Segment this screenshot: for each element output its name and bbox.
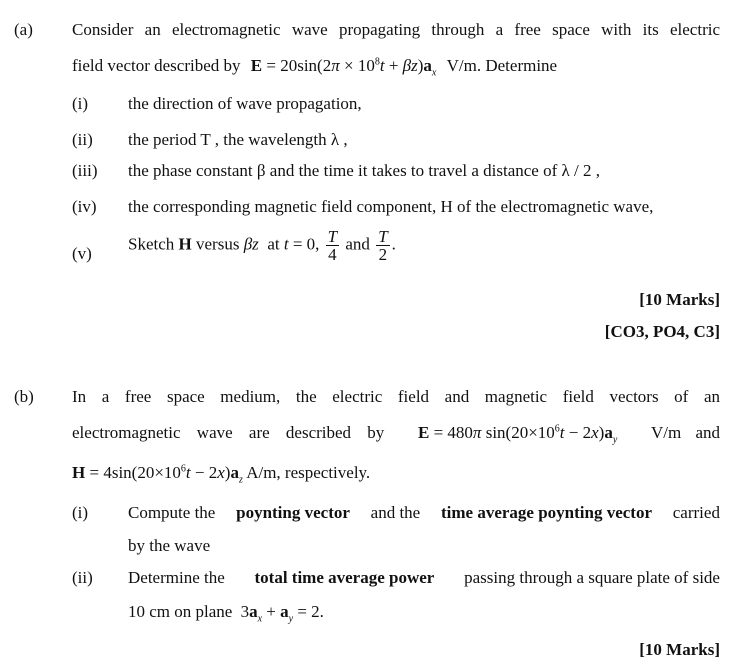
item-b-i-text (128, 503, 720, 523)
item-b-ii-post: passing through a square plate of side (464, 568, 720, 587)
part-b-line2 (72, 423, 720, 446)
part-b-line3 (72, 463, 371, 486)
fraction-t-over-4: $\frac{T}{4}$ (327, 227, 338, 264)
item-a-iii-num: (iii) (72, 161, 98, 180)
item-a-ii-text: the period T , the wavelength λ , (128, 130, 348, 149)
part-b-marks: [10 Marks] (639, 640, 720, 659)
item-a-ii-num: (ii) (72, 130, 93, 149)
part-b-line3-post: A/m, respectively. (246, 463, 371, 482)
item-b-i-mid: and the (370, 503, 421, 522)
item-b-ii-bold1: total time average power (254, 568, 435, 587)
part-a-equation: $E = 20\sin(2\pi \times 10^8t + \beta z)a_x$ (250, 56, 437, 79)
item-a-iv-text: the corresponding magnetic field component, H of the electromagnetic wave, (128, 197, 654, 216)
part-a-marks: [10 Marks] (639, 290, 720, 309)
item-b-ii-plane: $3a_x + a_y = 2$. (240, 602, 324, 625)
fraction-t-over-2: $\frac{T}{2}$ (378, 227, 388, 264)
part-a-line2 (72, 56, 558, 79)
item-b-ii-cont-pre: 10 cm on plane (128, 602, 233, 621)
item-b-ii-cont (128, 602, 324, 625)
part-a-line1: Consider an electromagnetic wave propagating through a free space with its electric (72, 20, 720, 39)
part-a-outcomes: [CO3, PO4, C3] (604, 322, 720, 341)
item-a-iii-text: the phase constant β and the time it takes to travel a distance of λ / 2 , (128, 161, 600, 180)
item-b-i-bold2: time average poynting vector (440, 503, 653, 522)
item-a-iv-num: (iv) (72, 197, 97, 216)
item-a-v-text: Sketch H versus βz at t = 0, $\frac{T}{4}$ and $\frac{T}{2}$ . (128, 227, 396, 264)
item-b-i-pre: Compute the (128, 503, 216, 522)
item-b-i-num: (i) (72, 503, 89, 522)
item-b-i-bold1: poynting vector (236, 503, 350, 522)
item-a-v-num: (v) (72, 244, 92, 263)
item-a-i-num: (i) (72, 94, 89, 113)
part-b-line2-post: V/m and (650, 423, 720, 442)
part-a-line2-post: V/m. Determine (446, 56, 558, 75)
item-b-ii-text (128, 568, 720, 588)
item-b-ii-num: (ii) (72, 568, 93, 587)
item-b-i-cont: by the wave (128, 536, 211, 555)
part-b-line2-pre: electromagnetic wave are described by (72, 423, 385, 442)
part-b-e-equation: E = 480π $\sin(20\times 10^6t - 2x)a_y$ (417, 423, 618, 446)
part-b-line1: In a free space medium, the electric field and magnetic field vectors of an (72, 387, 720, 406)
item-b-i-post: carried (672, 503, 720, 522)
item-a-i-text: the direction of wave propagation, (128, 94, 362, 113)
item-b-ii-pre: Determine the (128, 568, 225, 587)
part-a-line2-pre: field vector described by (72, 56, 241, 75)
part-a-label: (a) (14, 20, 33, 39)
part-b-h-equation: $H = 4\sin(20\times 10^6t - 2x)a_z$ (72, 463, 243, 486)
part-b-label: (b) (14, 387, 34, 406)
